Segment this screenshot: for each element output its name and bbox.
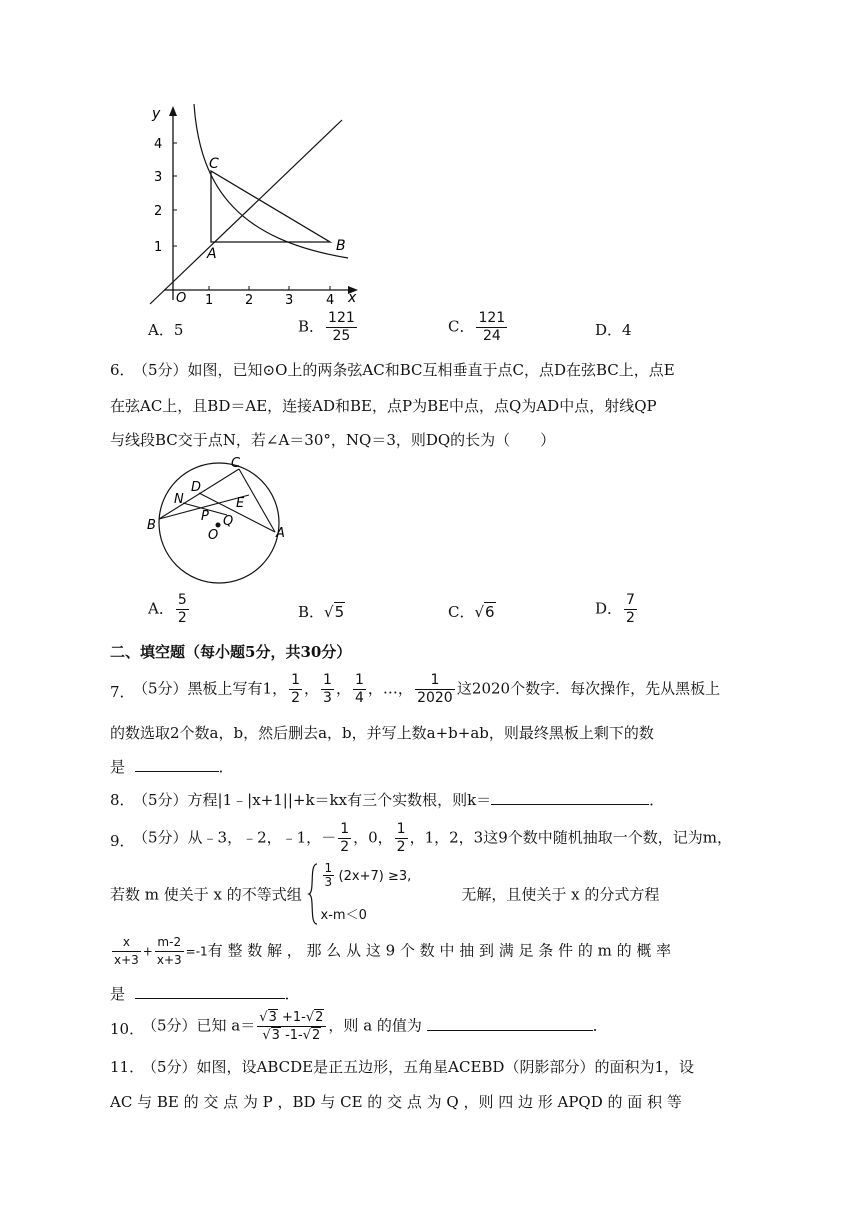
- question6-figure: [143, 455, 293, 585]
- q6-option-d: D． $\frac{7}{2}$: [595, 592, 635, 626]
- ytick-4: 4: [154, 137, 163, 152]
- ytick-2: 2: [154, 204, 163, 219]
- q9-answer-blank[interactable]: [135, 984, 285, 999]
- q9-line1: （5分）从﹣3，﹣2，﹣1，－ $\frac{1}{2}$ ，0， $\frac{1}{2}$ ，1，2，3这9个数中随机抽取一个数，记为m，: [133, 821, 732, 855]
- q9-line2: 若数 m 使关于 x 的不等式组 $\frac{1}{3}$ (2x+7) ≥3, x-m＜0 无解，且使关于 x 的分式方程: [110, 862, 659, 926]
- xtick-2: 2: [245, 293, 254, 308]
- q10-answer-blank[interactable]: [427, 1016, 593, 1031]
- q5-option-b-fraction: $\frac{121}{25}$: [328, 310, 355, 344]
- q9-line4: 是 ．: [110, 985, 300, 1003]
- q7-answer-blank[interactable]: [135, 757, 219, 772]
- point-p-label: P: [201, 509, 209, 524]
- y-axis-label: y: [152, 106, 161, 122]
- q10-number: 10．: [110, 1020, 145, 1038]
- point-e-label: E: [236, 496, 245, 511]
- line-y-equals-x: [150, 120, 342, 304]
- point-c-label: C: [209, 156, 219, 172]
- xtick-3: 3: [285, 293, 294, 308]
- q6-option-a: A． $\frac{5}{2}$: [148, 592, 187, 626]
- origin-label: O: [176, 291, 187, 306]
- point-b-label: B: [336, 238, 346, 254]
- q10-line: （5分）已知 a＝ $\frac{√3 +1-√2}{√3 -1-√2}$ ，则 a 的值为 ．: [142, 1010, 608, 1043]
- q6-line1: （5分）如图，已知⊙O上的两条弦AC和BC互相垂直于点C，点D在弦BC上，点E: [133, 361, 675, 379]
- q5-option-a: A．5: [148, 321, 184, 339]
- q6-option-c: C．√6: [448, 603, 495, 621]
- q7-line1: （5分）黑板上写有1， $\frac{1}{2}$ ， $\frac{1}{3}$ ， $\frac{1}{4}$ ，…， $\frac{1}{2020}$ 这2020个数字．每次操作，先从黑板上: [133, 672, 721, 706]
- xtick-1: 1: [205, 293, 214, 308]
- triangle-abc: [211, 171, 330, 242]
- q7-line3: 是 ．: [110, 758, 234, 776]
- q6-line3: 与线段BC交于点N，若∠A＝30°，NQ＝3，则DQ的长为（ ）: [110, 431, 556, 449]
- point-d-label: D: [191, 480, 202, 495]
- q6-number: 6．: [110, 361, 135, 379]
- q11-line2: AC 与 BE 的 交 点 为 P ，BD 与 CE 的 交 点 为 Q ，则 四 边 形 APQD 的 面 积 等: [110, 1093, 682, 1111]
- xtick-4: 4: [326, 293, 335, 308]
- point-c-label: C: [231, 456, 241, 471]
- point-q-label: Q: [223, 514, 234, 529]
- x-axis-label: x: [348, 290, 357, 306]
- hyperbola-curve: [194, 104, 348, 258]
- q5-option-c: C． $\frac{121}{24}$: [448, 310, 506, 344]
- point-a-label: A: [276, 526, 285, 541]
- point-b-label: B: [147, 518, 156, 533]
- q6-line2: 在弦AC上，且BD＝AE，连接AD和BE，点P为BE中点，点Q为AD中点，射线QP: [110, 397, 657, 415]
- q5-option-d: D．4: [595, 321, 632, 339]
- ytick-1: 1: [154, 240, 163, 255]
- point-n-label: N: [174, 492, 184, 507]
- q5-option-c-fraction: $\frac{121}{24}$: [478, 310, 506, 344]
- y-axis-arrow: [169, 106, 177, 116]
- ytick-3: 3: [154, 170, 163, 185]
- q9-number: 9．: [110, 832, 135, 850]
- point-a-label: A: [207, 246, 217, 262]
- point-o-label: O: [208, 528, 219, 543]
- q9-line3: $\frac{x}{x+3}$ + $\frac{m-2}{x+3}$ =-1有 整 数 解 ， 那 么 从 这 9 个 数 中 抽 到 满 足 条 件 的 m 的 概 率: [114, 935, 672, 967]
- q8-number: 8．: [110, 791, 135, 809]
- section-heading: 二、填空题（每小题5分，共30分）: [110, 643, 352, 661]
- inequality-system: $\frac{1}{3}$ (2x+7) ≥3, x-m＜0: [307, 862, 457, 926]
- q8-answer-blank[interactable]: [491, 790, 649, 805]
- q7-number: 7．: [110, 683, 135, 701]
- q11-number: 11．: [110, 1058, 145, 1076]
- question5-figure: [140, 100, 370, 310]
- q11-line1: （5分）如图，设ABCDE是正五边形，五角星ACEBD（阴影部分）的面积为1，设: [142, 1058, 694, 1076]
- q8-line: （5分）方程|1﹣|x+1||+k＝kx有三个实数根，则k＝ ．: [133, 791, 665, 809]
- q5-option-b: B． $\frac{121}{25}$: [298, 310, 355, 344]
- q6-option-b: B．√5: [298, 603, 345, 621]
- q7-line2: 的数选取2个数a，b，然后删去a，b，并写上数a+b+ab，则最终黑板上剩下的数: [110, 724, 654, 742]
- center-point: [216, 523, 221, 528]
